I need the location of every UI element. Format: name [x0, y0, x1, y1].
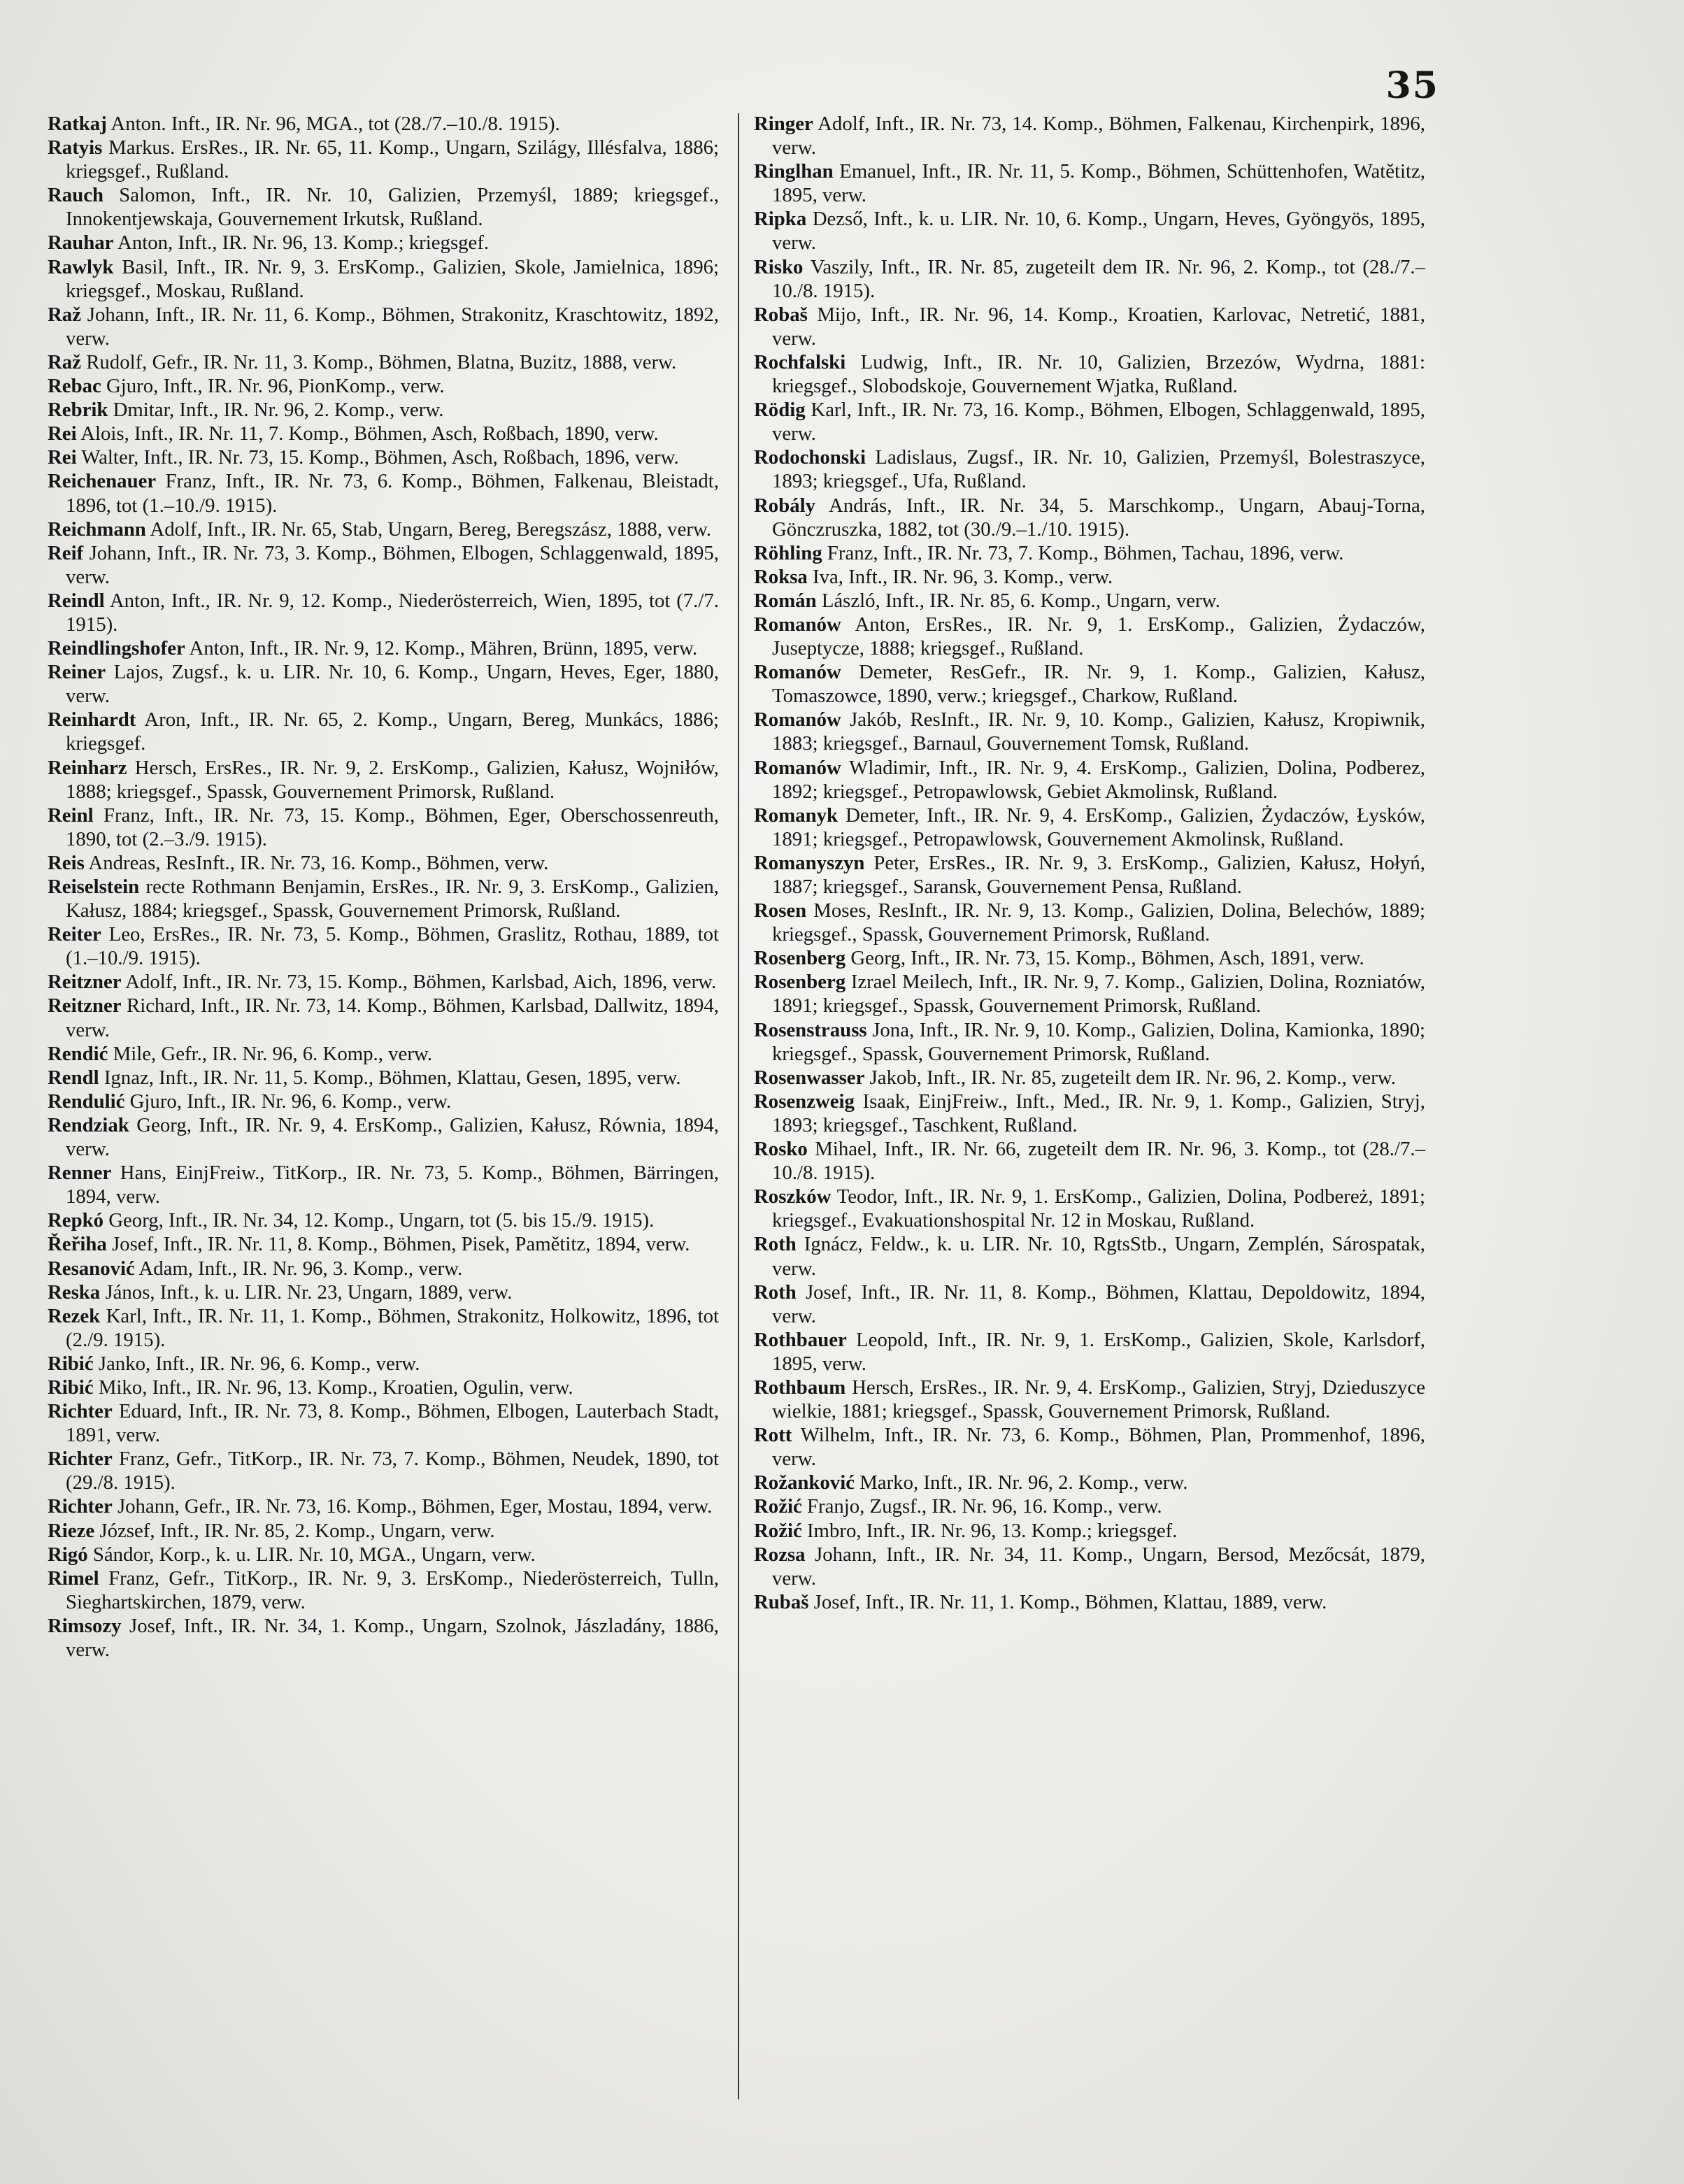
- list-entry: [754, 1232, 1425, 1280]
- entry-surname: Rauhar: [48, 231, 114, 255]
- entry-details: Josef, Inft., IR. Nr. 11, 1. Komp., Böhmen, Klattau, 1889, verw.: [813, 1590, 1327, 1613]
- list-entry: [754, 1590, 1425, 1614]
- list-entry: [754, 112, 1425, 159]
- list-entry: [48, 231, 719, 255]
- entry-surname: Rosenwasser: [754, 1066, 865, 1089]
- entry-details: Anton, ErsRes., IR. Nr. 9, 1. ErsKomp., Galizien, Żydaczów, Juseptycze, 1888; kriegsgef., Rußland.: [772, 613, 1425, 660]
- entry-surname: Ribić: [48, 1352, 94, 1375]
- entry-details: Teodor, Inft., IR. Nr. 9, 1. ErsKomp., Galizien, Dolina, Podbereż, 1891; kriegsgef., Evakuationshospital Nr. 12 in Moskau, Rußland.: [772, 1185, 1425, 1232]
- entry-surname: Rodochonski: [754, 446, 866, 469]
- entry-details: Rudolf, Gefr., IR. Nr. 11, 3. Komp., Böhmen, Blatna, Buzitz, 1888, verw.: [86, 350, 677, 373]
- entry-details: Karl, Inft., IR. Nr. 73, 16. Komp., Böhmen, Elbogen, Schlaggenwald, 1895, verw.: [772, 399, 1425, 445]
- entry-surname: Rendić: [48, 1042, 108, 1065]
- list-entry: [48, 1232, 719, 1256]
- entry-details: Imbro, Inft., IR. Nr. 96, 13. Komp.; kriegsgef.: [806, 1519, 1178, 1542]
- list-entry: [754, 1137, 1425, 1185]
- entry-surname: Rei: [48, 446, 77, 469]
- entry-surname: Rawlyk: [48, 255, 114, 278]
- entry-surname: Risko: [754, 255, 804, 278]
- entry-details: Leopold, Inft., IR. Nr. 9, 1. ErsKomp., Galizien, Skole, Karlsdorf, 1895, verw.: [772, 1328, 1426, 1375]
- entry-details: Franz, Gefr., TitKorp., IR. Nr. 73, 7. Komp., Böhmen, Neudek, 1890, tot (29./8. 1915).: [66, 1448, 719, 1494]
- entry-details: Wladimir, Inft., IR. Nr. 9, 4. ErsKomp., Galizien, Dolina, Podberez, 1892; kriegsgef., Petropawlowsk, Gebiet Akmolinsk, Rußland.: [772, 756, 1425, 803]
- left-column: [48, 112, 719, 1662]
- list-entry: [754, 1280, 1425, 1328]
- list-entry: [754, 1376, 1425, 1423]
- list-entry: [754, 589, 1425, 613]
- list-entry: [48, 851, 719, 875]
- entry-surname: Robály: [754, 494, 816, 517]
- list-entry: [754, 613, 1425, 660]
- entry-details: Andreas, ResInft., IR. Nr. 73, 16. Komp., Böhmen, verw.: [88, 851, 549, 874]
- entry-details: Markus. ErsRes., IR. Nr. 65, 11. Komp., Ungarn, Szilágy, Illésfalva, 1886; kriegsgef., Rußland.: [66, 136, 720, 183]
- entry-details: Wilhelm, Inft., IR. Nr. 73, 6. Komp., Böhmen, Plan, Prommenhof, 1896, verw.: [772, 1424, 1425, 1471]
- list-entry: [48, 1042, 719, 1066]
- entry-details: Franjo, Zugsf., IR. Nr. 96, 16. Komp., verw.: [806, 1495, 1162, 1518]
- entry-details: Miko, Inft., IR. Nr. 96, 13. Komp., Kroatien, Ogulin, verw.: [98, 1376, 573, 1399]
- entry-details: Isaak, EinjFreiw., Inft., Med., IR. Nr. 9, 1. Komp., Galizien, Stryj, 1893; kriegsgef., Taschkent, Rußland.: [772, 1090, 1425, 1136]
- entry-details: Gjuro, Inft., IR. Nr. 96, 6. Komp., verw.: [129, 1090, 452, 1113]
- list-entry: [48, 1304, 719, 1352]
- entry-details: Jona, Inft., IR. Nr. 9, 10. Komp., Galizien, Dolina, Kamionka, 1890; kriegsgef., Spassk, Gouvernement Primorsk, Rußland.: [772, 1018, 1426, 1065]
- entry-surname: Rott: [754, 1424, 792, 1447]
- entry-surname: Rieze: [48, 1519, 95, 1542]
- entry-surname: Rosenberg: [754, 971, 846, 994]
- entry-surname: Řeřiha: [48, 1233, 107, 1256]
- list-entry: [48, 660, 719, 708]
- list-entry: [754, 303, 1425, 350]
- entry-details: Iva, Inft., IR. Nr. 96, 3. Komp., verw.: [813, 565, 1113, 588]
- entry-details: Aron, Inft., IR. Nr. 65, 2. Komp., Ungarn, Bereg, Munkács, 1886; kriegsgef.: [66, 708, 719, 755]
- list-entry: [754, 756, 1425, 804]
- entry-details: Adolf, Inft., IR. Nr. 65, Stab, Ungarn, Bereg, Beregszász, 1888, verw.: [150, 518, 712, 541]
- list-entry: [754, 1423, 1425, 1471]
- entry-details: Franz, Inft., IR. Nr. 73, 7. Komp., Böhmen, Tachau, 1896, verw.: [827, 541, 1344, 564]
- entry-surname: Romanyszyn: [754, 851, 865, 874]
- list-entry: [754, 1494, 1425, 1518]
- entry-surname: Rothbaum: [754, 1376, 846, 1399]
- list-entry: [754, 1471, 1425, 1494]
- list-entry: [48, 1494, 719, 1518]
- list-entry: [754, 1328, 1425, 1376]
- entry-details: Adolf, Inft., IR. Nr. 73, 14. Komp., Böhmen, Falkenau, Kirchenpirk, 1896, verw.: [772, 113, 1425, 159]
- list-entry: [48, 303, 719, 350]
- entry-surname: Rezek: [48, 1304, 101, 1327]
- list-entry: [48, 350, 719, 374]
- entry-details: Gjuro, Inft., IR. Nr. 96, PionKomp., verw.: [106, 375, 445, 398]
- entry-surname: Ribić: [48, 1376, 94, 1399]
- entry-surname: Reitzner: [48, 994, 122, 1018]
- entry-surname: Román: [754, 589, 817, 612]
- entry-details: Hans, EinjFreiw., TitKorp., IR. Nr. 73, 5. Komp., Böhmen, Bärringen, 1894, verw.: [66, 1162, 720, 1208]
- entry-details: Anton, Inft., IR. Nr. 9, 12. Komp., Niederösterreich, Wien, 1895, tot (7./7. 1915).: [66, 589, 719, 636]
- list-entry: [754, 1018, 1425, 1066]
- entry-surname: Rödig: [754, 399, 806, 422]
- entry-surname: Richter: [48, 1495, 113, 1518]
- list-entry: [48, 1519, 719, 1543]
- list-entry: [48, 255, 719, 303]
- list-entry: [48, 1376, 719, 1399]
- entry-details: Hersch, ErsRes., IR. Nr. 9, 4. ErsKomp., Galizien, Stryj, Dzieduszyce wielkie, 1881; kriegsgef., Spassk, Gouvernement Primorsk, Rußland.: [772, 1376, 1425, 1423]
- entry-details: Lajos, Zugsf., k. u. LIR. Nr. 10, 6. Komp., Ungarn, Heves, Eger, 1880, verw.: [66, 661, 719, 708]
- entry-details: Mile, Gefr., IR. Nr. 96, 6. Komp., verw.: [113, 1042, 433, 1065]
- list-entry: [48, 469, 719, 517]
- entry-surname: Reinl: [48, 804, 94, 827]
- entry-details: Marko, Inft., IR. Nr. 96, 2. Komp., verw.: [859, 1471, 1188, 1494]
- entry-details: Demeter, Inft., IR. Nr. 9, 4. ErsKomp., Galizien, Żydaczów, Łysków, 1891; kriegsgef., Petropawlowsk, Gouvernement Akmolinsk, Rußland.: [772, 804, 1425, 850]
- list-entry: [754, 899, 1425, 946]
- entry-surname: Rendziak: [48, 1113, 129, 1136]
- entry-surname: Repkó: [48, 1209, 104, 1232]
- list-entry: [754, 494, 1425, 541]
- entry-surname: Rosenzweig: [754, 1090, 855, 1113]
- entry-surname: Rochfalski: [754, 350, 846, 373]
- list-entry: [48, 445, 719, 469]
- list-entry: [48, 1066, 719, 1090]
- list-entry: [48, 183, 719, 231]
- entry-surname: Romanów: [754, 708, 841, 731]
- list-entry: [754, 708, 1425, 755]
- entry-surname: Reitzner: [48, 971, 122, 994]
- entry-details: Dmitar, Inft., IR. Nr. 96, 2. Komp., verw.: [113, 399, 444, 422]
- entry-surname: Reichenauer: [48, 470, 157, 493]
- page-number: 35: [1385, 64, 1439, 107]
- entry-details: Dezső, Inft., k. u. LIR. Nr. 10, 6. Komp., Ungarn, Heves, Gyöngyös, 1895, verw.: [772, 208, 1426, 255]
- list-entry: [48, 374, 719, 398]
- entry-details: Adolf, Inft., IR. Nr. 73, 15. Komp., Böhmen, Karlsbad, Aich, 1896, verw.: [125, 971, 717, 994]
- list-entry: [754, 159, 1425, 207]
- list-entry: [48, 422, 719, 445]
- entry-surname: Roszków: [754, 1185, 832, 1208]
- list-entry: [48, 1566, 719, 1614]
- entry-details: Demeter, ResGefr., IR. Nr. 9, 1. Komp., Galizien, Kałusz, Tomaszowce, 1890, verw.; kriegsgef., Charkow, Rußland.: [772, 661, 1425, 708]
- list-entry: [754, 851, 1425, 899]
- entry-details: Franz, Gefr., TitKorp., IR. Nr. 9, 3. ErsKomp., Niederösterreich, Tulln, Sieghartskirchen, 1879, verw.: [66, 1566, 719, 1613]
- list-entry: [754, 804, 1425, 851]
- entry-surname: Reska: [48, 1280, 101, 1304]
- list-entry: [754, 445, 1425, 493]
- entry-details: Anton, Inft., IR. Nr. 9, 12. Komp., Mähren, Brünn, 1895, verw.: [189, 637, 698, 660]
- entry-surname: Reif: [48, 541, 84, 564]
- list-entry: [48, 804, 719, 851]
- list-entry: [754, 565, 1425, 589]
- list-entry: [48, 398, 719, 422]
- list-entry: [754, 1066, 1425, 1090]
- entry-surname: Reis: [48, 851, 85, 874]
- entry-details: Ignaz, Inft., IR. Nr. 11, 5. Komp., Böhmen, Klattau, Gesen, 1895, verw.: [104, 1066, 681, 1089]
- entry-surname: Ratyis: [48, 136, 103, 159]
- entry-surname: Rauch: [48, 184, 104, 207]
- entry-details: Ludwig, Inft., IR. Nr. 10, Galizien, Brzezów, Wydrna, 1881: kriegsgef., Slobodskoje, Gouvernement Wjatka, Rußland.: [772, 350, 1425, 398]
- entry-surname: Rendl: [48, 1066, 99, 1089]
- list-entry: [48, 1447, 719, 1494]
- entry-details: Josef, Inft., IR. Nr. 34, 1. Komp., Ungarn, Szolnok, Jászladány, 1886, verw.: [66, 1614, 719, 1661]
- entry-surname: Rosen: [754, 899, 807, 922]
- entry-surname: Reindlingshofer: [48, 637, 185, 660]
- entry-details: Leo, ErsRes., IR. Nr. 73, 5. Komp., Böhmen, Graslitz, Rothau, 1889, tot (1.–10./9. 1915).: [66, 923, 719, 970]
- entry-details: Josef, Inft., IR. Nr. 11, 8. Komp., Böhmen, Klattau, Depoldowitz, 1894, verw.: [772, 1280, 1426, 1327]
- list-entry: [754, 970, 1425, 1018]
- entry-details: Georg, Inft., IR. Nr. 34, 12. Komp., Ungarn, tot (5. bis 15./9. 1915).: [108, 1209, 655, 1232]
- entry-surname: Rimsozy: [48, 1614, 122, 1637]
- entry-details: Jakob, Inft., IR. Nr. 85, zugeteilt dem IR. Nr. 96, 2. Komp., verw.: [869, 1066, 1396, 1089]
- list-entry: [48, 1280, 719, 1304]
- list-entry: [48, 875, 719, 922]
- list-entry: [48, 636, 719, 660]
- entry-surname: Rozsa: [754, 1543, 806, 1566]
- entry-surname: Richter: [48, 1448, 113, 1471]
- entry-details: Basil, Inft., IR. Nr. 9, 3. ErsKomp., Galizien, Skole, Jamielnica, 1896; kriegsgef., Moskau, Rußland.: [66, 255, 720, 302]
- entry-surname: Rožanković: [754, 1471, 855, 1494]
- entry-surname: Romanów: [754, 613, 841, 636]
- entry-details: János, Inft., k. u. LIR. Nr. 23, Ungarn, 1889, verw.: [105, 1280, 513, 1304]
- list-entry: [48, 1208, 719, 1232]
- entry-surname: Rosenstrauss: [754, 1018, 867, 1041]
- list-entry: [48, 1257, 719, 1280]
- entry-details: Ignácz, Feldw., k. u. LIR. Nr. 10, RgtsStb., Ungarn, Zemplén, Sárospatak, verw.: [772, 1233, 1425, 1280]
- entry-surname: Renner: [48, 1162, 112, 1185]
- list-entry: [48, 1161, 719, 1208]
- entry-surname: Rigó: [48, 1543, 88, 1566]
- list-entry: [48, 1543, 719, 1566]
- entry-surname: Resanović: [48, 1257, 135, 1280]
- list-entry: [48, 1614, 719, 1662]
- entry-details: Mijo, Inft., IR. Nr. 96, 14. Komp., Kroatien, Karlovac, Netretić, 1881, verw.: [772, 303, 1425, 350]
- entry-surname: Ringer: [754, 113, 813, 135]
- entry-surname: Robaš: [754, 303, 808, 326]
- entry-surname: Reindl: [48, 589, 105, 612]
- entry-details: Josef, Inft., IR. Nr. 11, 8. Komp., Böhmen, Pisek, Pamětitz, 1894, verw.: [111, 1233, 690, 1256]
- entry-details: Janko, Inft., IR. Nr. 96, 6. Komp., verw.: [98, 1352, 420, 1375]
- entry-details: Johann, Inft., IR. Nr. 11, 6. Komp., Böhmen, Strakonitz, Kraschtowitz, 1892, verw.: [66, 303, 720, 350]
- entry-details: Ladislaus, Zugsf., IR. Nr. 10, Galizien, Przemyśl, Bolestraszyce, 1893; kriegsgef., Ufa, Rußland.: [772, 446, 1425, 493]
- entry-details: Alois, Inft., IR. Nr. 11, 7. Komp., Böhmen, Asch, Roßbach, 1890, verw.: [80, 422, 659, 445]
- entry-details: Sándor, Korp., k. u. LIR. Nr. 10, MGA., Ungarn, verw.: [92, 1543, 536, 1566]
- list-entry: [48, 922, 719, 970]
- entry-details: József, Inft., IR. Nr. 85, 2. Komp., Ungarn, verw.: [99, 1519, 495, 1542]
- entry-details: Peter, ErsRes., IR. Nr. 9, 3. ErsKomp., Galizien, Kałusz, Hołyń, 1887; kriegsgef., Saransk, Gouvernement Pensa, Rußland.: [772, 851, 1425, 898]
- entry-details: Karl, Inft., IR. Nr. 11, 1. Komp., Böhmen, Strakonitz, Holkowitz, 1896, tot (2./9. 1915).: [66, 1304, 719, 1351]
- entry-surname: Reiselstein: [48, 876, 140, 898]
- entry-details: Eduard, Inft., IR. Nr. 73, 8. Komp., Böhmen, Elbogen, Lauterbach Stadt, 1891, verw.: [66, 1400, 720, 1447]
- list-entry: [48, 136, 719, 183]
- entry-surname: Reinhardt: [48, 708, 136, 731]
- entry-details: Franz, Inft., IR. Nr. 73, 15. Komp., Böhmen, Eger, Oberschossenreuth, 1890, tot (2.–3./9. 1915).: [66, 804, 719, 850]
- list-entry: [754, 541, 1425, 565]
- entry-surname: Röhling: [754, 541, 822, 564]
- entry-surname: Roth: [754, 1233, 797, 1256]
- entry-surname: Ratkaj: [48, 113, 107, 135]
- entry-surname: Rebrik: [48, 399, 108, 422]
- entry-surname: Rothbauer: [754, 1328, 847, 1351]
- entry-details: Anton, Inft., IR. Nr. 96, 13. Komp.; kriegsgef.: [117, 231, 490, 255]
- entry-surname: Reiter: [48, 923, 101, 946]
- entry-details: Moses, ResInft., IR. Nr. 9, 13. Komp., Galizien, Dolina, Belechów, 1889; kriegsgef., Spassk, Gouvernement Primorsk, Rußland.: [772, 899, 1425, 946]
- list-entry: [48, 589, 719, 636]
- entry-surname: Rebac: [48, 375, 101, 398]
- entry-surname: Raž: [48, 350, 81, 373]
- entry-surname: Romanów: [754, 661, 841, 684]
- entry-details: Johann, Inft., IR. Nr. 34, 11. Komp., Ungarn, Bersod, Mezőcsát, 1879, verw.: [772, 1543, 1426, 1590]
- list-entry: [48, 708, 719, 755]
- entry-details: recte Rothmann Benjamin, ErsRes., IR. Nr. 9, 3. ErsKomp., Galizien, Kałusz, 1884; kriegsgef., Spassk, Gouvernement Primorsk, Rußland.: [66, 876, 720, 922]
- list-entry: [754, 1543, 1425, 1590]
- column-divider: [738, 113, 739, 2099]
- list-entry: [48, 1352, 719, 1376]
- entry-details: Franz, Inft., IR. Nr. 73, 6. Komp., Böhmen, Falkenau, Bleistadt, 1896, tot (1.–10./9. 1915).: [66, 470, 719, 517]
- entry-surname: Rei: [48, 422, 77, 445]
- entry-details: Adam, Inft., IR. Nr. 96, 3. Komp., verw.: [138, 1257, 463, 1280]
- entry-details: Izrael Meilech, Inft., IR. Nr. 9, 7. Komp., Galizien, Dolina, Rozniatów, 1891; kriegsgef., Spassk, Gouvernement Primorsk, Rußland.: [772, 971, 1426, 1018]
- right-column: [754, 112, 1425, 1614]
- list-entry: [754, 350, 1425, 398]
- entry-details: Emanuel, Inft., IR. Nr. 11, 5. Komp., Böhmen, Schüttenhofen, Watětitz, 1895, verw.: [772, 160, 1426, 207]
- entry-details: Jakób, ResInft., IR. Nr. 9, 10. Komp., Galizien, Kałusz, Kropiwnik, 1883; kriegsgef., Barnaul, Gouvernement Tomsk, Rußland.: [772, 708, 1425, 755]
- entry-details: Walter, Inft., IR. Nr. 73, 15. Komp., Böhmen, Asch, Roßbach, 1896, verw.: [81, 446, 679, 469]
- entry-surname: Rožić: [754, 1495, 802, 1518]
- entry-surname: Roksa: [754, 565, 808, 588]
- entry-surname: Rubaš: [754, 1590, 809, 1613]
- entry-surname: Rimel: [48, 1566, 99, 1590]
- entry-details: László, Inft., IR. Nr. 85, 6. Komp., Ungarn, verw.: [821, 589, 1220, 612]
- list-entry: [48, 756, 719, 804]
- entry-surname: Ringlhan: [754, 160, 834, 183]
- entry-surname: Romanyk: [754, 804, 839, 827]
- list-entry: [48, 518, 719, 541]
- entry-details: Mihael, Inft., IR. Nr. 66, zugeteilt dem IR. Nr. 96, 3. Komp., tot (28./7.–10./8. 1915).: [772, 1138, 1425, 1185]
- list-entry: [754, 946, 1425, 970]
- entry-details: Georg, Inft., IR. Nr. 9, 4. ErsKomp., Galizien, Kałusz, Równia, 1894, verw.: [66, 1113, 719, 1161]
- entry-surname: Roth: [754, 1280, 797, 1304]
- entry-surname: Romanów: [754, 756, 841, 779]
- entry-details: Georg, Inft., IR. Nr. 73, 15. Komp., Böhmen, Asch, 1891, verw.: [850, 947, 1364, 970]
- entry-details: Johann, Inft., IR. Nr. 73, 3. Komp., Böhmen, Elbogen, Schlaggenwald, 1895, verw.: [66, 541, 719, 588]
- list-entry: [48, 1399, 719, 1447]
- entry-surname: Richter: [48, 1400, 113, 1423]
- entry-surname: Rendulić: [48, 1090, 125, 1113]
- list-entry: [48, 1113, 719, 1161]
- entry-details: Hersch, ErsRes., IR. Nr. 9, 2. ErsKomp., Galizien, Kałusz, Wojniłów, 1888; kriegsgef., Spassk, Gouvernement Primorsk, Rußland.: [66, 756, 719, 803]
- entry-surname: Reichmann: [48, 518, 146, 541]
- entry-surname: Rosko: [754, 1138, 808, 1161]
- entry-surname: Rožić: [754, 1519, 802, 1542]
- list-entry: [48, 541, 719, 589]
- list-entry: [48, 1090, 719, 1113]
- list-entry: [754, 398, 1425, 445]
- list-entry: [48, 112, 719, 136]
- list-entry: [754, 1090, 1425, 1137]
- list-entry: [754, 1185, 1425, 1232]
- list-entry: [754, 207, 1425, 255]
- list-entry: [754, 255, 1425, 303]
- entry-details: Johann, Gefr., IR. Nr. 73, 16. Komp., Böhmen, Eger, Mostau, 1894, verw.: [117, 1495, 713, 1518]
- list-entry: [48, 970, 719, 994]
- list-entry: [754, 1519, 1425, 1543]
- list-entry: [754, 660, 1425, 708]
- entry-surname: Raž: [48, 303, 81, 326]
- entry-details: András, Inft., IR. Nr. 34, 5. Marschkomp., Ungarn, Abauj-Torna, Gönczruszka, 1882, tot (30./9.–1./10. 1915).: [772, 494, 1425, 541]
- entry-surname: Ripka: [754, 208, 807, 231]
- entry-details: Anton. Inft., IR. Nr. 96, MGA., tot (28./7.–10./8. 1915).: [110, 113, 560, 135]
- entry-surname: Reiner: [48, 661, 106, 684]
- entry-details: Salomon, Inft., IR. Nr. 10, Galizien, Przemyśl, 1889; kriegsgef., Innokentjewskaja, Gouvernement Irkutsk, Rußland.: [66, 184, 719, 231]
- entry-surname: Reinharz: [48, 756, 127, 779]
- entry-details: Richard, Inft., IR. Nr. 73, 14. Komp., Böhmen, Karlsbad, Dallwitz, 1894, verw.: [66, 994, 719, 1041]
- list-entry: [48, 994, 719, 1041]
- entry-surname: Rosenberg: [754, 947, 846, 970]
- entry-details: Vaszily, Inft., IR. Nr. 85, zugeteilt dem IR. Nr. 96, 2. Komp., tot (28./7.–10./8. 1915).: [772, 255, 1425, 302]
